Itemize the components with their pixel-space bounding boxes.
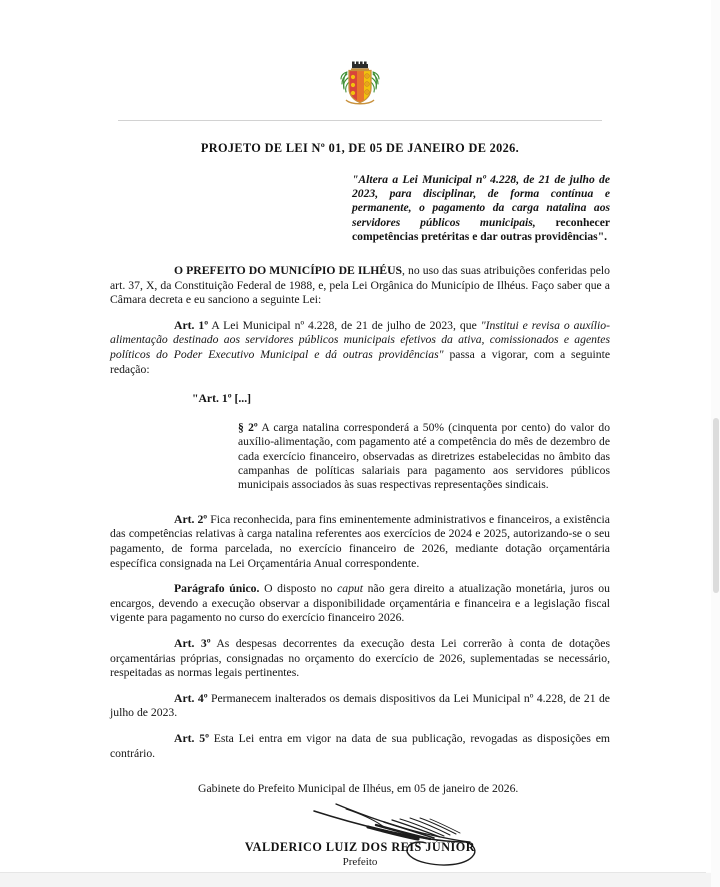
emblem-container [110,0,610,112]
signature-area [110,807,610,867]
preamble-rest: , no uso das suas atribuições conferidas pelo art. 37, X, da Constituição Federal de 1988, e, pela Lei Orgânica do Município de Ilhéus. Faço saber que a Câmara decreta e eu sanciono a seguinte Lei: [110,264,610,307]
viewer-background-below-page [0,873,720,887]
article-italic-citation: "Institui e revisa o auxílio-alimentação destinado aos servidores públicos municipais efetivos da ativa, comissionados e agentes políticos do Poder Executivo Municipal e dá outras providências" [110,318,610,361]
article-art-4 [110,692,610,721]
page-title: PROJETO DE LEI Nº 01, DE 05 DE JANEIRO DE 2026. [200,141,520,155]
paragrafo-unico-text-after: não gera direito a atualização monetária, juros ou encargos, devendo a execução observar a disponibilidade orçamentária e financeira e a legislação fiscal vigente para pagamento no curso do exercício financeiro 2026. [110,582,610,625]
vertical-scrollbar[interactable] [711,0,720,887]
coat-of-arms-icon [340,60,380,107]
paragrafo-unico-block [110,582,610,626]
article-art-5 [110,732,610,761]
signature-role: Prefeito [342,855,378,868]
preamble-paragraph [110,264,610,308]
signature-name: VALDERICO LUIZ DOS REIS JÚNIOR [244,839,476,854]
article-art-2 [110,513,610,571]
article-lead: Permanecem inalterados os demais dispositivos da Lei Municipal nº 4.228, de 21 de julho de 2023. [110,691,610,720]
article-art-3 [110,637,610,681]
paragraph-2-text: A carga natalina corresponderá a 50% (cinquenta por cento) do valor do auxílio-alimentação, com pagamento até a competência do mês de dezembro de cada exercício financeiro, observadas as diretrizes estabelecidas no âmbito das campanhas de políticas salariais para pagamento aos servidores públicos municipais associados às suas respectivas representações sindicais. [238,420,611,492]
ementa-roman-text: reconhecer competências pretéritas e dar outras providências". [352,215,610,243]
paragrafo-unico-caput-word: caput [337,582,364,596]
article-lead: As despesas decorrentes da execução desta Lei correrão à conta de dotações orçamentárias próprias, consignadas no orçamento do exercício de 2026, suplementadas se necessário, respeitadas as normas legais pertinentes. [110,636,610,680]
paragraph-2-block [110,421,610,493]
paragrafo-unico-label: Parágrafo único. [174,582,260,596]
article-lead: A Lei Municipal nº 4.228, de 21 de julho de 2023, que [208,318,481,332]
article-label: Art. 3º [174,636,211,650]
closing-line: Gabinete do Prefeito Municipal de Ilhéus, em 05 de janeiro de 2026. [198,782,519,796]
article-lead: Esta Lei entra em vigor na data de sua publicação, revogadas as disposições em contrário. [110,731,610,760]
paragraph-2-label: § 2º [238,420,258,434]
article-tail: passa a vigorar, com a seguinte redação: [110,347,611,376]
scrollbar-thumb[interactable] [713,418,719,593]
ementa-italic-text: "Altera a Lei Municipal nº 4.228, de 21 de julho de 2023, para disciplinar, de forma contínua e permanente, o pagamento da carga natalina aos servidores públicos municipais, [352,173,610,229]
header-divider [118,120,602,121]
preamble-lead: O PREFEITO DO MUNICÍPIO DE ILHÉUS [174,264,403,278]
article-label: Art. 5º [174,731,209,745]
quoted-article-heading: "Art. 1º [...] [192,392,252,406]
paragrafo-unico-text-before: O disposto no [259,582,338,596]
article-label: Art. 4º [174,691,208,705]
ementa-block [352,173,610,244]
article-art-1 [110,319,610,377]
article-lead: Fica reconhecida, para fins eminentemente administrativos e financeiros, a existência das competências relativas à carga natalina referentes aos exercícios de 2024 e 2025, autorizando-se o seu pagamento, de forma parcelada, no exercício financeiro de 2026, mediante dotação orçamentária específica consignada na Lei Orçamentária Anual correspondente. [110,512,610,570]
crown-part [351,62,369,71]
article-label: Art. 1º [174,318,209,332]
article-label: Art. 2º [174,512,208,526]
